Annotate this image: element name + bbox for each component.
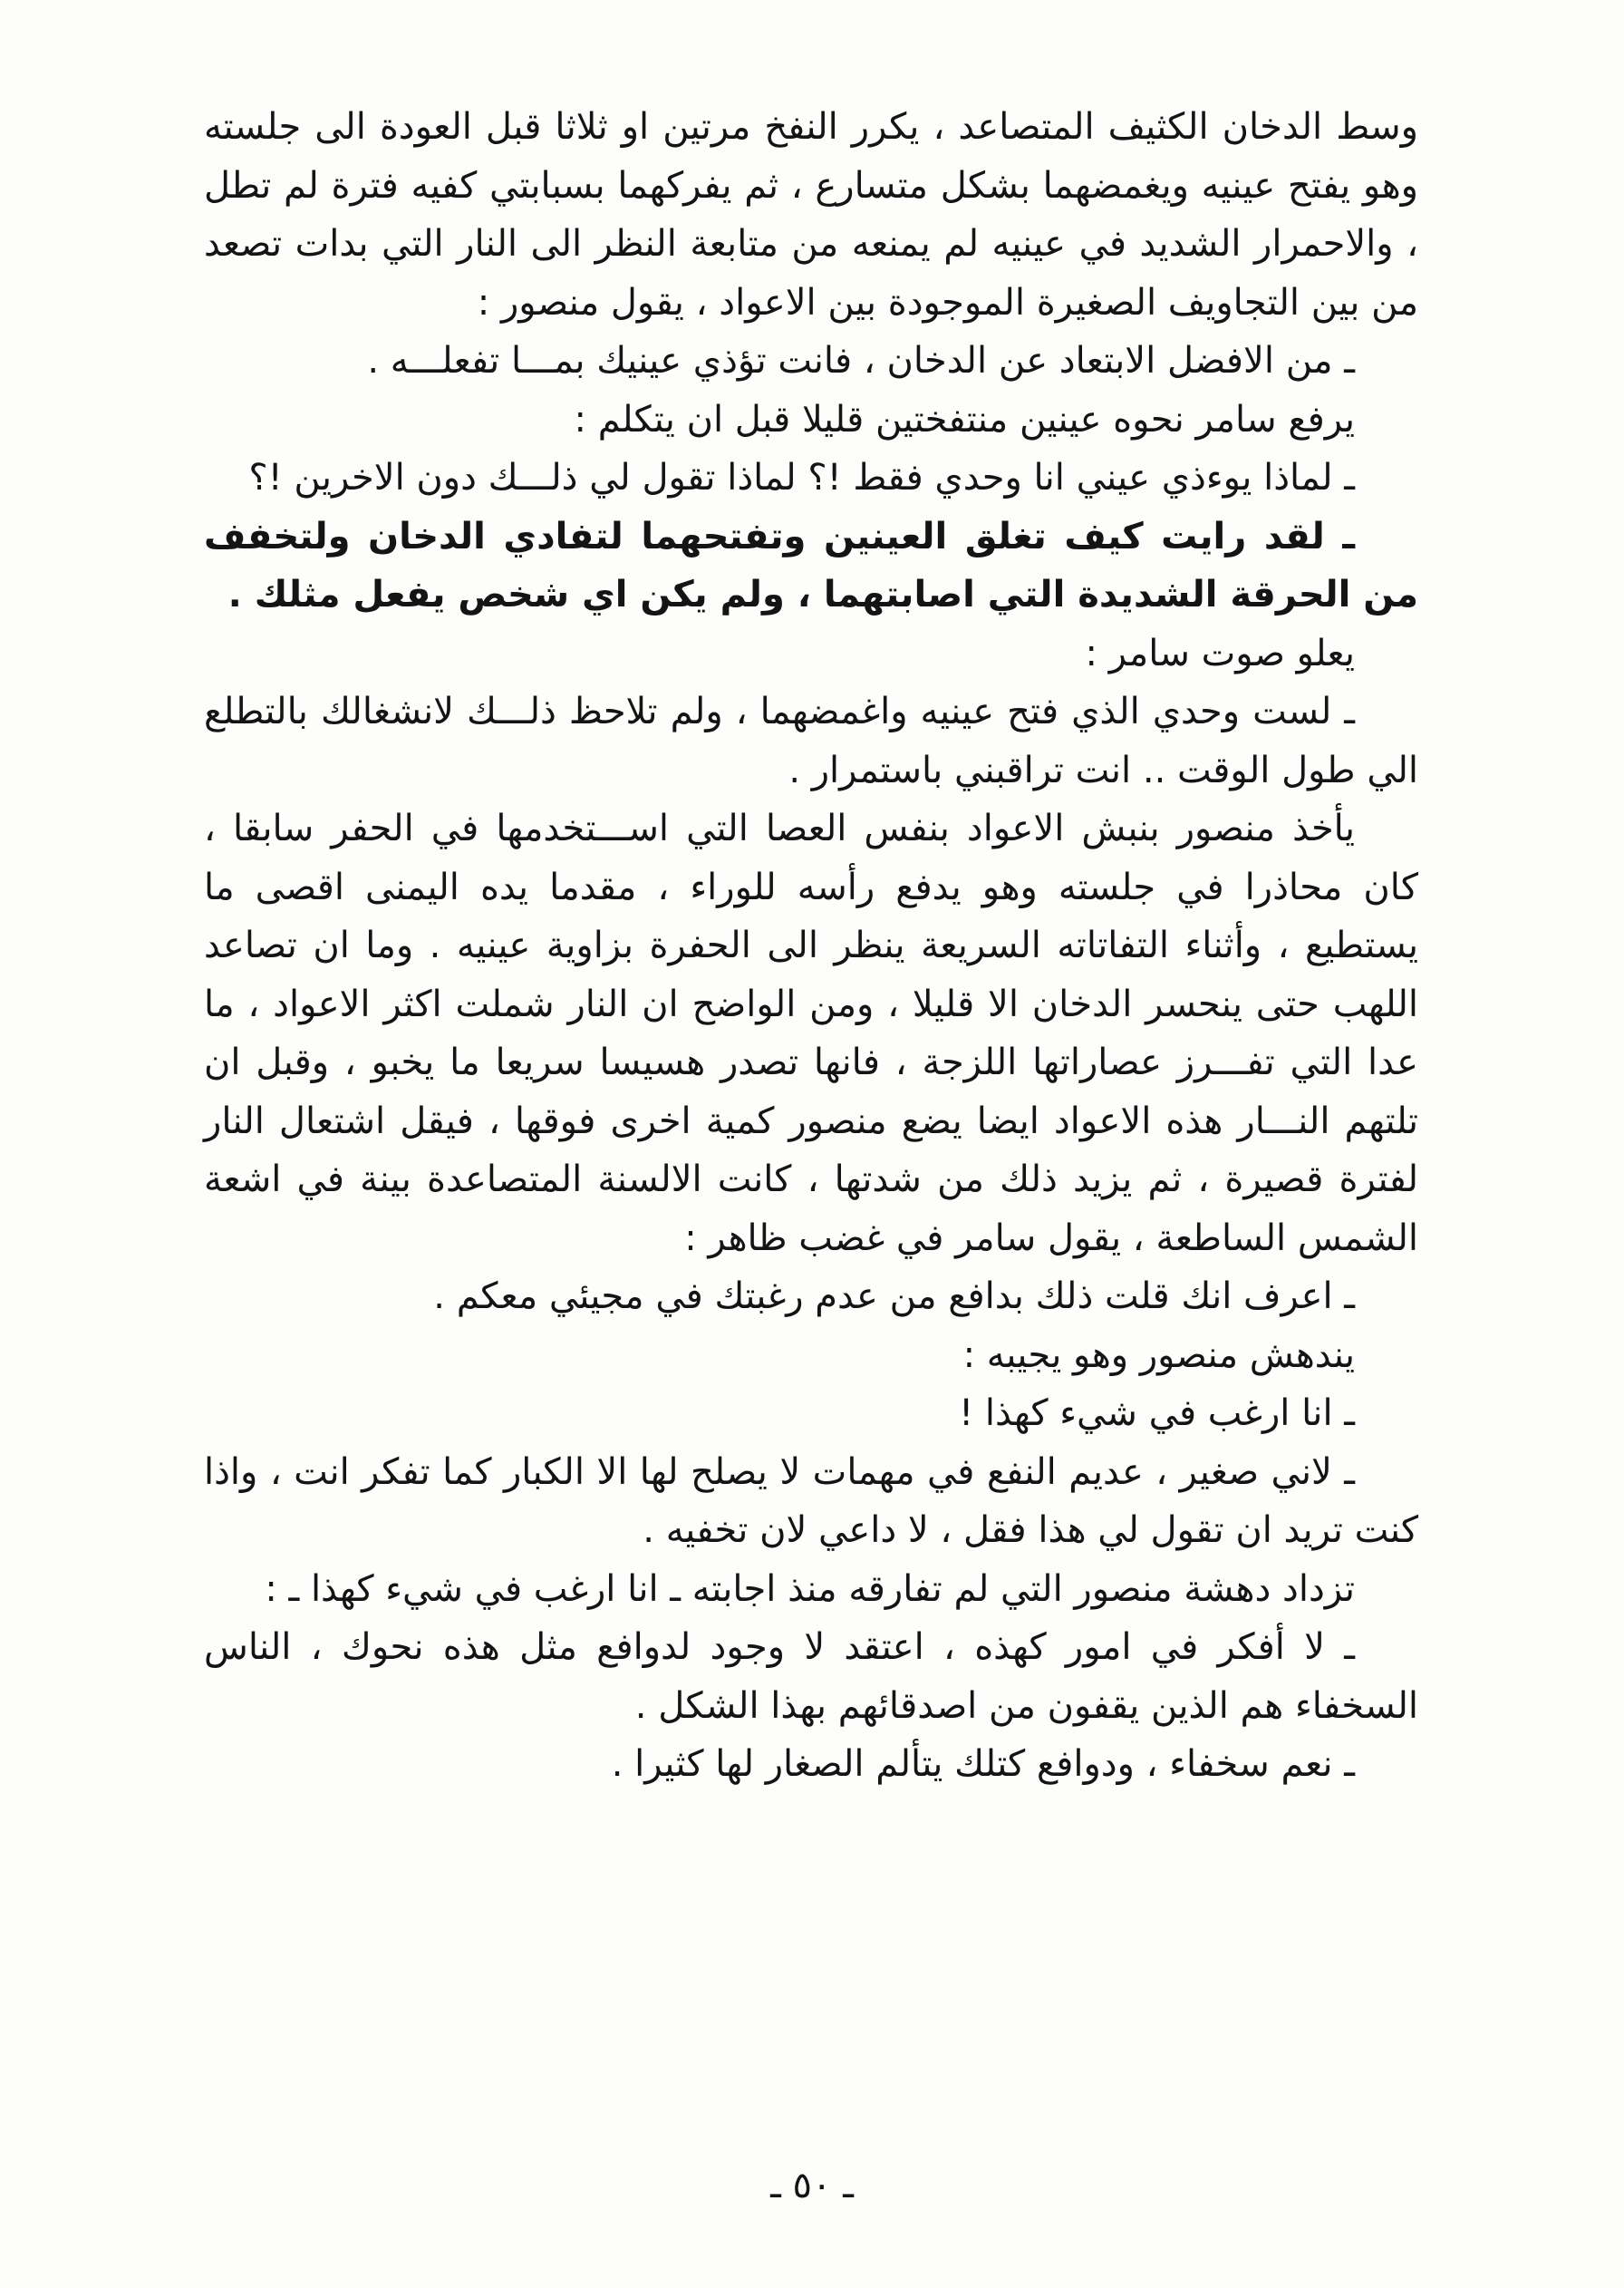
body-text — [204, 98, 1418, 1794]
paragraph: يأخذ منصور بنبش الاعواد بنفس العصا التي اســـتخدمها في الحفر سابقا ، كان محاذرا في جلسته وهو يدفع رأسه للوراء ، مقدما يده اليمنى اقصى ما يستطيع ، وأثناء التفاتاته السريعة ينظر الى الحفرة بزاوية عينيه . وما ان تصاعد اللهب حتى ينحسر الدخان الا قليلا ، ومن الواضح ان النار شملت اكثر الاعواد ، ما عدا التي تفـــرز عصاراتها اللزجة ، فانها تصدر هسيسا سريعا ما يخبو ، وقبل ان تلتهم النـــار هذه الاعواد ايضا يضع منصور كمية اخرى فوقها ، فيقل اشتعال النار لفترة قصيرة ، ثم يزيد ذلك من شدتها ، كانت الالسنة المتصاعدة بينة في اشعة الشمس الساطعة ، يقول سامر في غضب ظاهر : — [204, 808, 1418, 1259]
paragraph: ـ انا ارغب في شيء كهذا ! — [959, 1392, 1355, 1434]
paragraph: ـ لست وحدي الذي فتح عينيه واغمضهما ، ولم تلاحظ ذلـــك لانشغالك بالتطلع الي طول الوقت .. انت تراقبني باستمرار . — [204, 691, 1418, 791]
paragraph: يعلو صوت سامر : — [1085, 632, 1355, 674]
page-number: ـ ٥٠ ـ — [770, 2165, 854, 2206]
paragraph: وسط الدخان الكثيف المتصاعد ، يكرر النفخ مرتين او ثلاثا قبل العودة الى جلسته وهو يفتح عينيه ويغمضهما بشكل متسارع ، ثم يفركهما بسبابتي كفيه فترة لم تطل ، والاحمرار الشديد في عينيه لم يمنعه من متابعة النظر الى النار التي بدات تصعد من بين التجاويف الصغيرة الموجودة بين الاعواد ، يقول منصور : — [204, 106, 1418, 324]
paragraph: ـ لقد رايت كيف تغلق العينين وتفتحهما لتفادي الدخان ولتخفف من الحرقة الشديدة التي اصابتهما ، ولم يكن اي شخص يفعل مثلك . — [204, 515, 1418, 616]
paragraph: ـ نعم سخفاء ، ودوافع كتلك يتألم الصغار لها كثيرا . — [611, 1743, 1355, 1785]
paragraph: ـ من الافضل الابتعاد عن الدخان ، فانت تؤذي عينيك بمـــا تفعلـــه . — [367, 340, 1355, 382]
paragraph: ـ لماذا يوءذي عيني انا وحدي فقط !؟ لماذا تقول لي ذلـــك دون الاخرين !؟ — [248, 457, 1355, 499]
paragraph: ـ لاني صغير ، عديم النفع في مهمات لا يصلح لها الا الكبار كما تفكر انت ، واذا كنت تريد ان تقول لي هذا فقل ، لا داعي لان تخفيه . — [204, 1450, 1418, 1551]
paragraph: ـ لا أفكر في امور كهذه ، اعتقد لا وجود لدوافع مثل هذه نحوك ، الناس السخفاء هم الذين يقفون من اصدقائهم بهذا الشكل . — [204, 1626, 1418, 1727]
paragraph: يرفع سامر نحوه عينين منتفختين قليلا قبل ان يتكلم : — [574, 398, 1355, 441]
paragraph: تزداد دهشة منصور التي لم تفارقه منذ اجابته ـ انا ارغب في شيء كهذا ـ : — [265, 1567, 1355, 1610]
paragraph: ـ اعرف انك قلت ذلك بدافع من عدم رغبتك في مجيئي معكم . — [433, 1275, 1355, 1317]
paragraph: يندهش منصور وهو يجيبه : — [962, 1333, 1355, 1376]
